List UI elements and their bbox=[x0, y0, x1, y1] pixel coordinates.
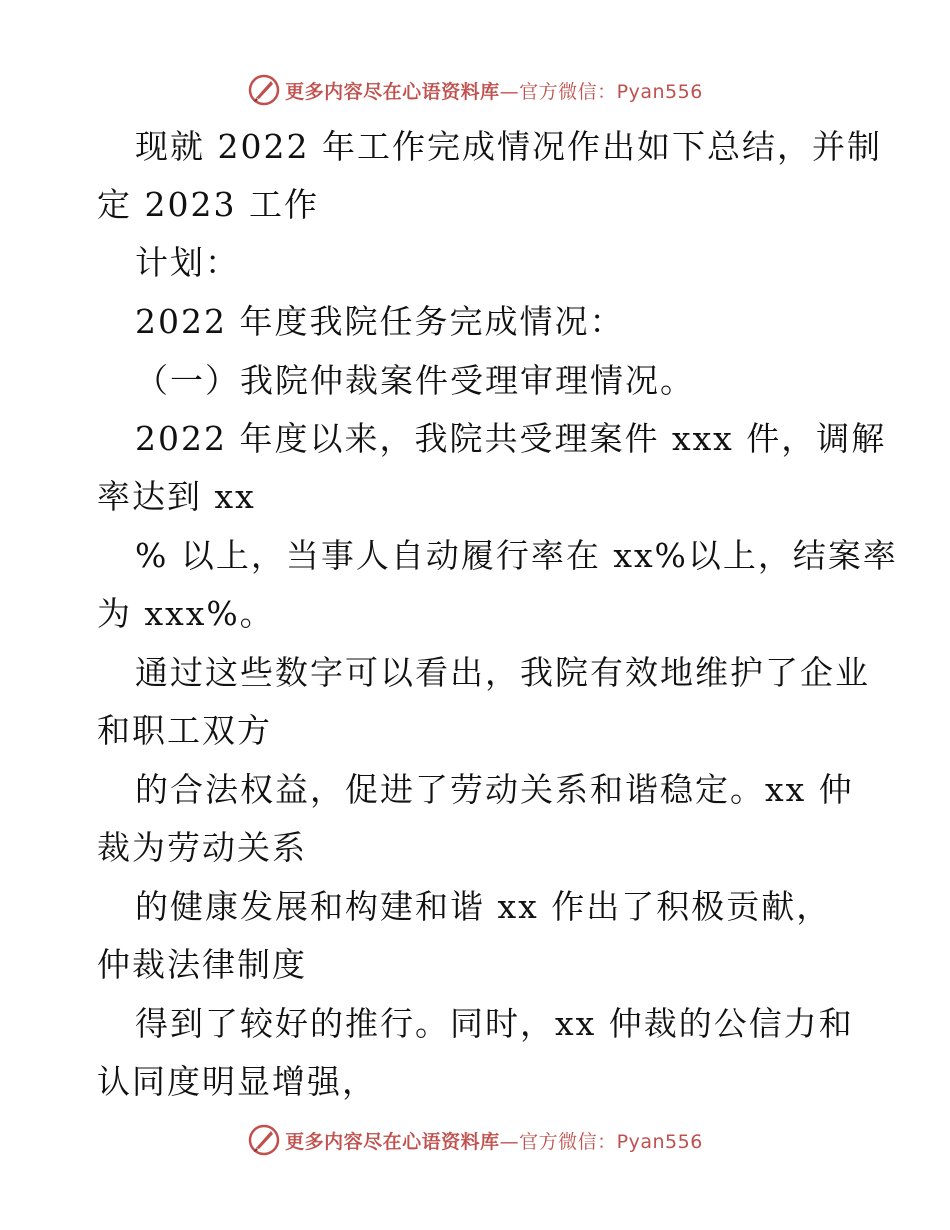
text-line: 得到了较好的推行。同时，xx 仲裁的公信力和 bbox=[135, 1004, 854, 1043]
section-heading: 2022 年度我院任务完成情况： bbox=[135, 302, 625, 341]
quill-logo-icon bbox=[247, 73, 281, 107]
text-line: 定 2023 工作 bbox=[97, 185, 319, 224]
text-line: 2022 年度以来，我院共受理案件 xxx 件，调解 bbox=[135, 419, 887, 458]
text-line: 认同度明显增强， bbox=[97, 1062, 377, 1101]
footer-banner bbox=[0, 1120, 950, 1160]
text-line: 通过这些数字可以看出，我院有效地维护了企业 bbox=[135, 653, 870, 692]
banner-lead-text: 更多内容尽在心语资料库 bbox=[285, 80, 500, 103]
text-line: 率达到 xx bbox=[97, 477, 256, 516]
text-line: 和职工双方 bbox=[97, 711, 272, 750]
banner-lead-text: 更多内容尽在心语资料库 bbox=[285, 1130, 500, 1153]
text-line: % 以上，当事人自动履行率在 xx%以上，结案率 bbox=[135, 536, 898, 575]
text-line: 计划： bbox=[135, 243, 240, 282]
text-line: 为 xxx%。 bbox=[97, 594, 275, 633]
text-line: 仲裁法律制度 bbox=[97, 945, 307, 984]
header-banner bbox=[0, 70, 950, 110]
quill-logo-icon bbox=[247, 1123, 281, 1157]
banner-wechat-text: —官方微信：Pyan556 bbox=[499, 1130, 703, 1153]
subsection-heading: （一）我院仲裁案件受理审理情况。 bbox=[135, 361, 695, 400]
text-line: 的合法权益，促进了劳动关系和谐稳定。xx 仲 bbox=[135, 770, 854, 809]
text-line: 的健康发展和构建和谐 xx 作出了积极贡献， bbox=[135, 887, 832, 926]
banner-wechat-text: —官方微信：Pyan556 bbox=[499, 80, 703, 103]
text-line: 现就 2022 年工作完成情况作出如下总结，并制 bbox=[135, 127, 882, 166]
text-line: 裁为劳动关系 bbox=[97, 828, 307, 867]
